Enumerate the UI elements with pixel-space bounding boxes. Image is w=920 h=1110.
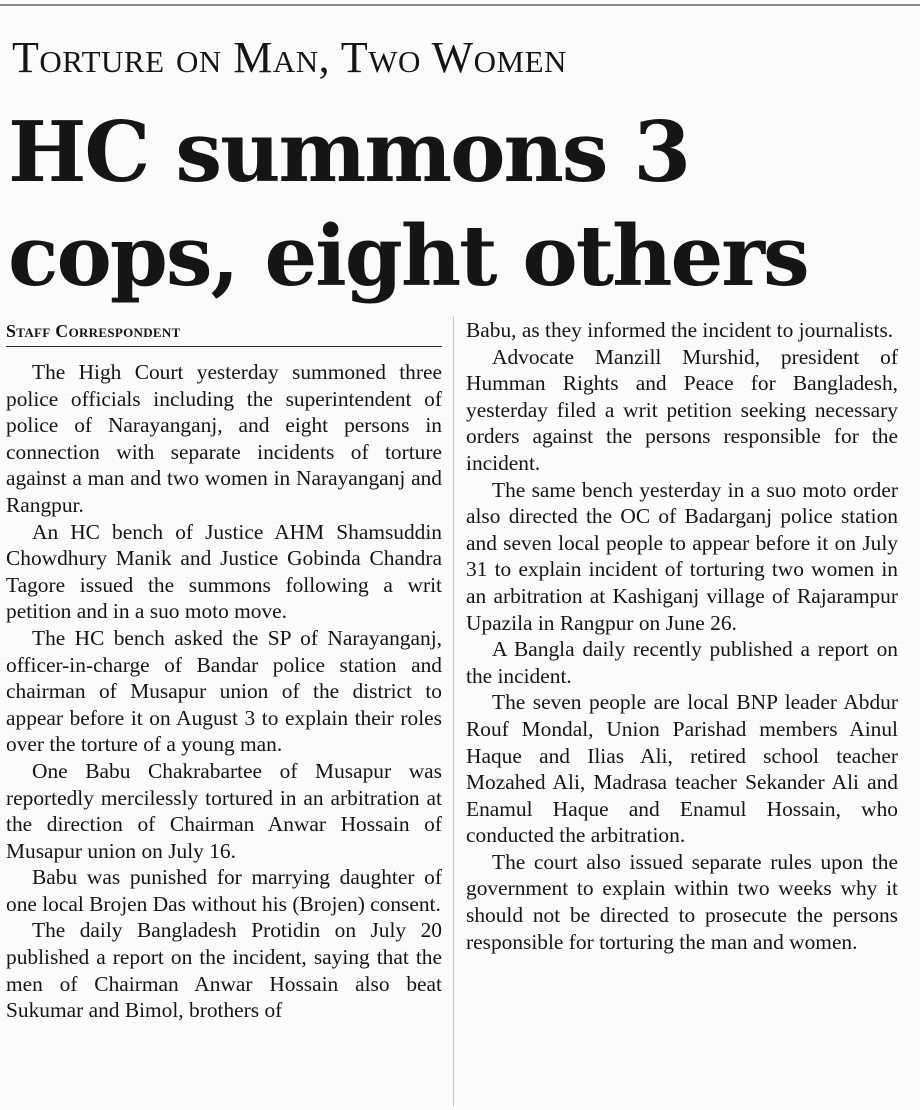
article-column-right (466, 317, 898, 955)
byline: Staff Correspondent (6, 316, 442, 347)
paragraph-continued: Babu, as they informed the incident to journalists. (466, 318, 894, 342)
paragraph: The HC bench asked the SP of Narayanganj, officer-in-charge of Bandar police station and chairman of Musapur union of the district to appear before it on August 3 to explain their roles over the torture of a young man. (6, 625, 442, 757)
paragraph: The seven people are local BNP leader Abdur Rouf Mondal, Union Parishad members Ainul Haque and Ilias Ali, retired school teacher Mozahed Ali, Madrasa teacher Sekander Ali and Enamul Haque and Enamul Hossain, who conducted the arbitration. (466, 690, 898, 848)
top-rule (0, 4, 920, 6)
paragraph: Babu was punished for marrying daughter of one local Brojen Das without his (Brojen) consent. (6, 865, 442, 916)
paragraph: One Babu Chakrabartee of Musapur was reportedly mercilessly tortured in an arbitration at the direction of Chairman Anwar Hossain of Musapur union on July 16. (6, 758, 442, 863)
paragraph: The court also issued separate rules upon the government to explain within two weeks why it should not be directed to prosecute the persons responsible for torturing the man and women. (466, 849, 898, 954)
article-column-left (6, 316, 442, 1024)
paragraph: A Bangla daily recently published a report on the incident. (466, 637, 898, 688)
paragraph: The High Court yesterday summoned three police officials including the superintendent of police of Narayanganj, and eight persons in connection with separate incidents of torture against a man and two women in Narayanganj and Rangpur. (6, 360, 442, 517)
paragraph: Advocate Manzill Murshid, president of Humman Rights and Peace for Bangladesh, yesterday filed a writ petition seeking necessary orders against the persons responsible for the incident. (466, 344, 898, 475)
column-divider (453, 316, 454, 1106)
kicker-headline: Torture on Man, Two Women (12, 33, 567, 82)
paragraph: The same bench yesterday in a suo moto order also directed the OC of Badarganj police station and seven local people to appear before it on July 31 to explain incident of torturing two women in an arbitration at Kashiganj village of Rajarampur Upazila in Rangpur on June 26. (466, 477, 898, 635)
paragraph: The daily Bangladesh Protidin on July 20 published a report on the incident, saying that the men of Chairman Anwar Hossain also beat Sukumar and Bimol, brothers of (6, 918, 442, 1023)
paragraph: An HC bench of Justice AHM Shamsuddin Chowdhury Manik and Justice Gobinda Chandra Tagore issued the summons following a writ petition and in a suo moto move. (6, 519, 442, 624)
main-headline: HC summons 3 cops, eight others (8, 103, 808, 305)
